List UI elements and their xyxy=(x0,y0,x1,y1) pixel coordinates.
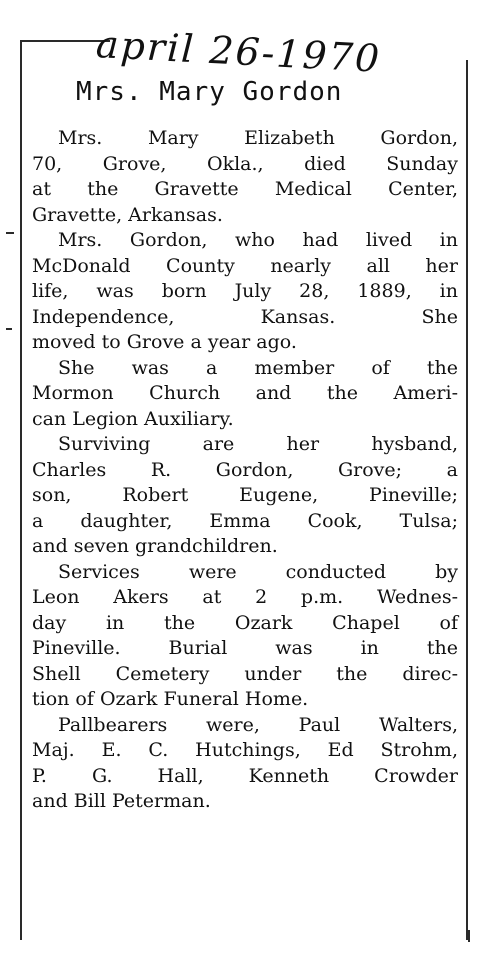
crop-mark xyxy=(6,232,14,234)
text-line: Independence, Kansas. She xyxy=(32,305,458,328)
paragraph xyxy=(32,560,458,713)
clipping-border-left xyxy=(20,40,22,940)
crop-mark xyxy=(468,930,470,942)
text-line: Mrs. Mary Elizabeth Gordon, xyxy=(58,127,458,149)
text-line: a daughter, Emma Cook, Tulsa; xyxy=(32,509,458,532)
clipping-border-right xyxy=(466,60,468,940)
text-line: and Bill Peterman. xyxy=(32,790,211,812)
text-line: Surviving are her hysband, xyxy=(58,433,458,455)
text-line: tion of Ozark Funeral Home. xyxy=(32,688,309,710)
text-line: 70, Grove, Okla., died Sunday xyxy=(32,152,458,175)
paragraph xyxy=(32,228,458,356)
text-line: She was a member of the xyxy=(58,356,458,379)
text-line: Shell Cemetery under the direc- xyxy=(32,662,458,685)
text-line: Mrs. Gordon, who had lived in xyxy=(58,229,458,251)
text-line: and seven grandchildren. xyxy=(32,535,278,557)
text-line: Pallbearers were, Paul Walters, xyxy=(58,713,458,736)
text-line: McDonald County nearly all her xyxy=(32,254,458,277)
text-line: day in the Ozark Chapel of xyxy=(32,611,458,634)
text-line: Leon Akers at 2 p.m. Wednes- xyxy=(32,586,458,608)
text-line: can Legion Auxiliary. xyxy=(32,407,234,430)
text-line: Charles R. Gordon, Grove; a xyxy=(32,458,458,481)
crop-mark xyxy=(6,328,12,330)
obituary-headline: Mrs. Mary Gordon xyxy=(76,77,343,107)
text-line: Mormon Church and the Ameri- xyxy=(32,382,458,404)
text-line: life, was born July 28, 1889, in xyxy=(32,280,458,302)
text-line: moved to Grove a year ago. xyxy=(32,331,297,353)
text-line: son, Robert Eugene, Pineville; xyxy=(32,484,458,506)
text-line: Pineville. Burial was in the xyxy=(32,637,458,659)
text-line: P. G. Hall, Kenneth Crowder xyxy=(32,764,458,787)
paragraph xyxy=(32,356,458,433)
text-line: Maj. E. C. Hutchings, Ed Strohm, xyxy=(32,739,458,761)
text-line: at the Gravette Medical Center, xyxy=(32,178,458,200)
text-line: Services were conducted by xyxy=(58,560,458,583)
paragraph xyxy=(32,432,458,560)
paragraph xyxy=(32,126,458,228)
obituary-body xyxy=(32,126,458,815)
paragraph xyxy=(32,713,458,815)
text-line: Gravette, Arkansas. xyxy=(32,203,223,226)
handwritten-date: april 26-1970 xyxy=(94,22,383,81)
